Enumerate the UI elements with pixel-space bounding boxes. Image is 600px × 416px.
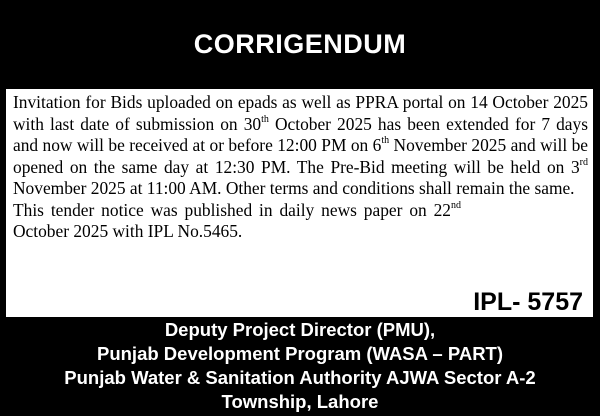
issuer-line-2: Punjab Development Program (WASA – PART): [96, 343, 504, 364]
para1-sup-3: rd: [579, 156, 588, 168]
para1-sup-1: th: [261, 113, 269, 125]
issuer-block: [0, 318, 600, 414]
notice-title: CORRIGENDUM: [193, 29, 407, 59]
para1-text-a: Invitation for Bids uploaded on epads as well as PPRA portal on 14 October 2025 with last date of submission on 30: [13, 92, 588, 134]
issuer-line-3: Punjab Water & Sanitation Authority AJWA Sector A-2: [64, 367, 536, 388]
publication-paragraph: [13, 200, 461, 243]
issuer-line-1: Deputy Project Director (PMU),: [164, 319, 436, 340]
para1-text-c: November 2025 and will be opened on the same day at 12:30 PM. The Pre-Bid meeting will be held on 3: [13, 135, 588, 177]
ipl-code: IPL- 5757: [473, 288, 583, 316]
para1-sup-2: th: [381, 135, 390, 147]
para2-sup-1: nd: [451, 199, 461, 211]
extension-paragraph: [13, 92, 588, 200]
notice-body: [6, 89, 593, 317]
para1-text-b: October 2025 has been extended for 7 days and now will be received at or before 12:00 PM on 6: [13, 113, 588, 155]
issuer-line-4: Township, Lahore: [221, 391, 379, 412]
para2-text-b: October 2025 with IPL No.5465.: [13, 221, 243, 241]
para1-text-d: November 2025 at 11:00 AM. Other terms and conditions shall remain the same.: [13, 178, 575, 198]
para2-text-a: This tender notice was published in daily news paper on 22: [13, 199, 451, 220]
